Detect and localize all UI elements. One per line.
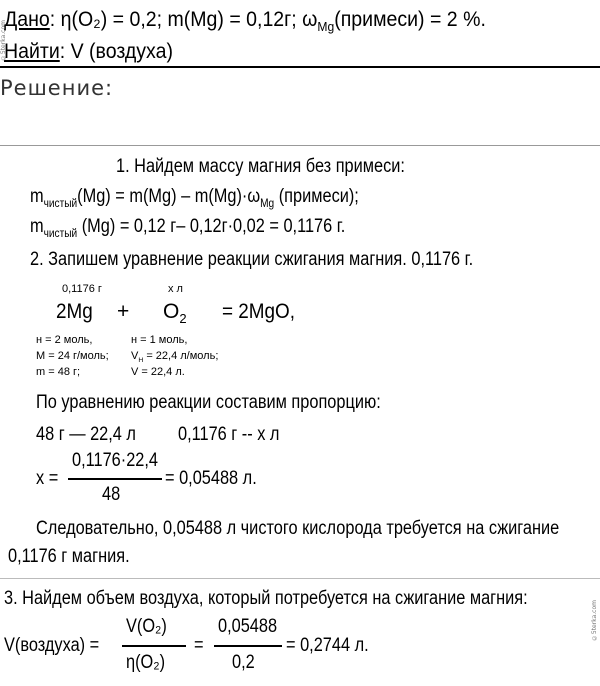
solution-label: Решение:: [0, 76, 114, 100]
x-fraction-bar: [68, 478, 162, 480]
eq-mg: 2Mg: [56, 300, 93, 323]
header-rule: [0, 66, 600, 68]
o2-molar-volume: $V_Н = 22,4$ л/моль;: [131, 350, 219, 365]
x-numerator: 0,1176·22,4: [72, 450, 159, 471]
given-line: [4, 8, 486, 34]
find-text: : V (воздуха): [59, 40, 173, 63]
given-label: Дано: [4, 8, 50, 31]
step3-rule: [0, 578, 600, 579]
eq-product: = 2MgO,: [222, 300, 296, 323]
watermark-right: ©5terka.com: [591, 600, 598, 642]
watermark-left: ©5terka.com: [0, 20, 7, 62]
mg-moles: н = 2 моль,: [36, 334, 93, 346]
step3-title: 3. Найдем объем воздуха, который потребуется на сжигание магния:: [4, 588, 528, 609]
step3-lhs: V(воздуха) =: [4, 635, 100, 656]
x-denominator: 48: [102, 484, 121, 505]
x-result: = 0,05488 л.: [165, 468, 257, 489]
find-line: [4, 40, 173, 64]
step1-title: 1. Найдем массу магния без примеси:: [116, 156, 405, 177]
step3-result: = 0,2744 л.: [286, 635, 369, 656]
find-label: Найти: [4, 40, 60, 63]
step3-num1: V(O₂): [126, 616, 167, 637]
step1-line1: $m_{чистый}(Mg) = m(Mg) - m(Mg)\cdot\omega_{Mg}$ (примеси);: [30, 186, 359, 210]
step3-eq2: =: [194, 635, 204, 656]
mg-mass: m = 48 г;: [36, 366, 81, 378]
step3-bar2: [214, 645, 282, 647]
section-rule: [0, 145, 600, 146]
step1-line2: $m_{чистый}$ (Mg) = 0,12 г– 0,12г·0,02 = 0,1176 г.: [30, 216, 346, 240]
given-text: : η(O₂) = 0,2; m(Mg) = 0,12г; ω: [49, 8, 318, 31]
step3-den2: 0,2: [232, 652, 255, 673]
step2-title: 2. Запишем уравнение реакции сжигания магния. 0,1176 г.: [30, 249, 474, 270]
x-lhs: х =: [36, 468, 59, 489]
mg-molar-mass: М = 24 г/моль;: [36, 350, 109, 362]
proportion-left: 48 г — 22,4 л: [36, 424, 136, 445]
proportion-right: 0,1176 г -- х л: [178, 424, 280, 445]
conclusion-line1: Следовательно, 0,05488 л чистого кислорода требуется на сжигание: [36, 518, 560, 539]
o2-moles: н = 1 моль,: [131, 334, 188, 346]
conclusion-line2: 0,1176 г магния.: [8, 546, 130, 567]
o2-volume: V = 22,4 л.: [131, 366, 185, 378]
step3-bar1: [122, 645, 186, 647]
step3-den1: η(O₂): [126, 652, 166, 673]
step3-num2: 0,05488: [218, 616, 278, 637]
above-o2: х л: [168, 283, 183, 295]
above-mg: 0,1176 г: [62, 283, 102, 295]
given-tail: (примеси) = 2 %.: [334, 8, 486, 31]
eq-plus: +: [117, 300, 130, 323]
eq-o2: $O_2$: [163, 300, 187, 327]
given-sub: Mg: [317, 19, 335, 35]
proportion-title: По уравнению реакции составим пропорцию:: [36, 392, 381, 413]
